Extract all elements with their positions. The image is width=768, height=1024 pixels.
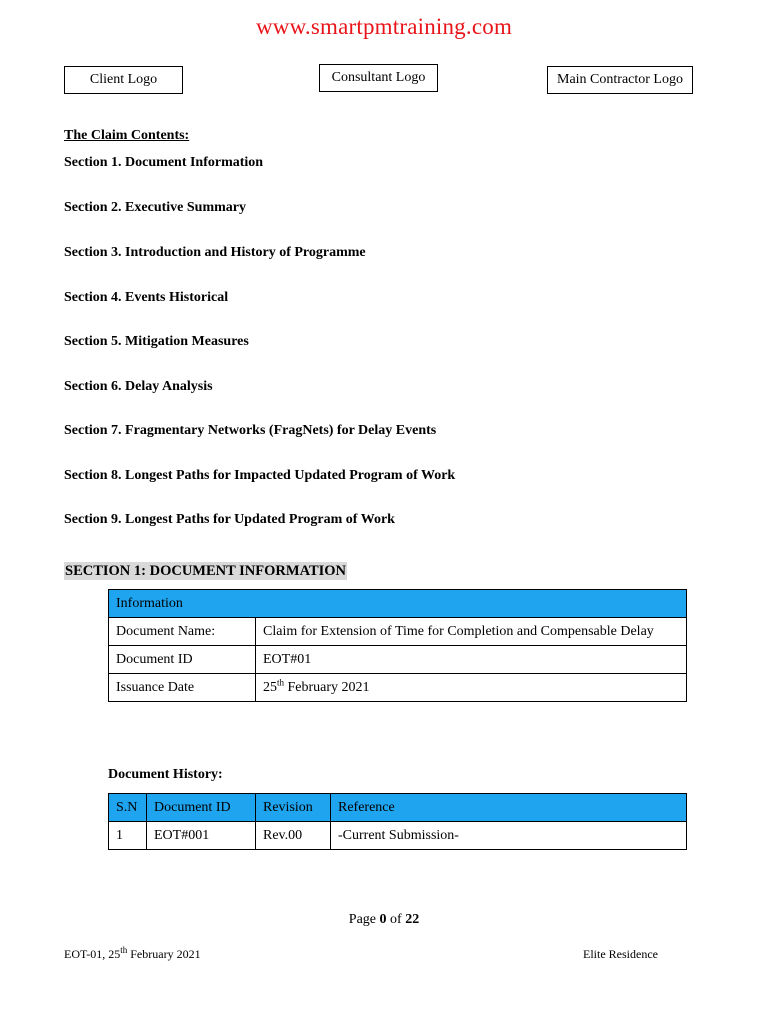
contents-item-section-8: Section 8. Longest Paths for Impacted Updated Program of Work: [64, 468, 456, 483]
document-name-label: Document Name:: [109, 618, 256, 646]
document-information-table: [108, 589, 687, 702]
page-of: of: [386, 912, 406, 927]
client-logo: Client Logo: [64, 66, 183, 94]
document-id-value: EOT#01: [256, 646, 687, 674]
table-row: [109, 646, 687, 674]
contents-item-section-4: Section 4. Events Historical: [64, 290, 229, 305]
info-table-header: Information: [109, 590, 687, 618]
contents-item-section-7: Section 7. Fragmentary Networks (FragNets) for Delay Events: [64, 423, 437, 438]
issuance-date-month-year: February 2021: [284, 680, 370, 695]
issuance-date-day: 25: [263, 680, 277, 695]
history-col-revision: Revision: [256, 794, 331, 822]
info-table-header-row: [109, 590, 687, 618]
section-1-heading: SECTION 1: DOCUMENT INFORMATION: [65, 563, 347, 579]
contents-item-section-2: Section 2. Executive Summary: [64, 200, 246, 215]
footer-ref-prefix: EOT-01, 25: [64, 947, 121, 961]
history-cell-reference: -Current Submission-: [331, 822, 687, 850]
table-row: [109, 618, 687, 646]
website-link[interactable]: www.smartpmtraining.com: [255, 14, 513, 39]
contents-item-section-9: Section 9. Longest Paths for Updated Program of Work: [64, 512, 395, 527]
contents-item-section-6: Section 6. Delay Analysis: [64, 379, 213, 394]
page-total: 22: [405, 912, 420, 927]
history-cell-document-id: EOT#001: [147, 822, 256, 850]
table-row: [109, 822, 687, 850]
page-number: [0, 912, 768, 928]
footer-ref-suffix: February 2021: [127, 947, 201, 961]
document-history-title: Document History:: [108, 767, 223, 782]
contents-title: The Claim Contents:: [64, 128, 190, 143]
footer-project-name: Elite Residence: [583, 947, 658, 961]
history-col-reference: Reference: [331, 794, 687, 822]
table-row: [109, 674, 687, 702]
consultant-logo: Consultant Logo: [319, 64, 438, 92]
page-current: 0: [379, 912, 387, 927]
page-label: Page: [348, 912, 380, 927]
issuance-date-value: [256, 674, 687, 702]
history-cell-revision: Rev.00: [256, 822, 331, 850]
footer-document-ref: [64, 947, 201, 962]
history-header-row: [109, 794, 687, 822]
contents-item-section-5: Section 5. Mitigation Measures: [64, 334, 249, 349]
document-name-value: Claim for Extension of Time for Completion and Compensable Delay: [256, 618, 687, 646]
contents-item-section-3: Section 3. Introduction and History of Programme: [64, 245, 366, 260]
contents-item-section-1: Section 1. Document Information: [64, 155, 264, 170]
footer-ref-ordinal: th: [120, 945, 128, 955]
history-cell-sn: 1: [109, 822, 147, 850]
main-contractor-logo: Main Contractor Logo: [547, 66, 693, 94]
issuance-date-ordinal: th: [277, 677, 285, 688]
history-col-document-id: Document ID: [147, 794, 256, 822]
issuance-date-label: Issuance Date: [109, 674, 256, 702]
document-id-label: Document ID: [109, 646, 256, 674]
document-history-table: [108, 793, 687, 850]
history-col-sn: S.N: [109, 794, 147, 822]
